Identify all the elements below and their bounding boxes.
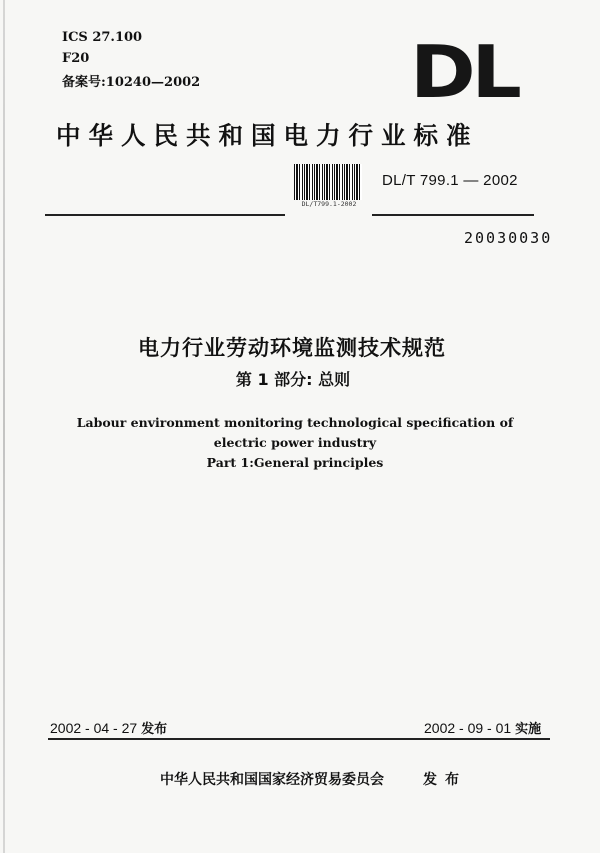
issue-label: 发布 [141,722,168,737]
issue-date: 2002 - 04 - 27 [50,720,138,736]
document-title-cn: 电力行业劳动环境监测技术规范 [138,336,446,360]
issue-date-block [50,718,167,737]
code-stamp: 20030030 [464,229,553,247]
barcode-caption: DL/T799.1-2002 [301,200,357,208]
document-title-en-line2: electric power industry [213,435,377,450]
document-subtitle-cn: 第 1 部分: 总则 [235,370,351,389]
implementation-date-block [424,718,541,737]
document-title-en-line1: Labour environment monitoring technological specification of [76,415,514,430]
divider-left [45,214,285,216]
standard-number: DL/T 799.1 — 2002 [382,172,518,189]
divider-bottom [48,738,550,740]
divider-right [372,214,534,216]
standard-category-title: 中华人民共和国电力行业标准 [56,121,479,150]
record-number: 备案号:10240—2002 [62,75,201,90]
issuing-authority: 中华人民共和国国家经济贸易委员会 [160,772,384,788]
ics-code: ICS 27.100 [62,30,143,45]
document-subtitle-en: Part 1:General principles [206,455,384,470]
barcode-icon [294,164,362,200]
ccs-code: F20 [62,51,90,66]
implementation-date: 2002 - 09 - 01 [424,720,512,736]
publish-label: 发布 [423,772,467,788]
implementation-label: 实施 [515,722,542,737]
dl-logo: DL [410,30,518,114]
